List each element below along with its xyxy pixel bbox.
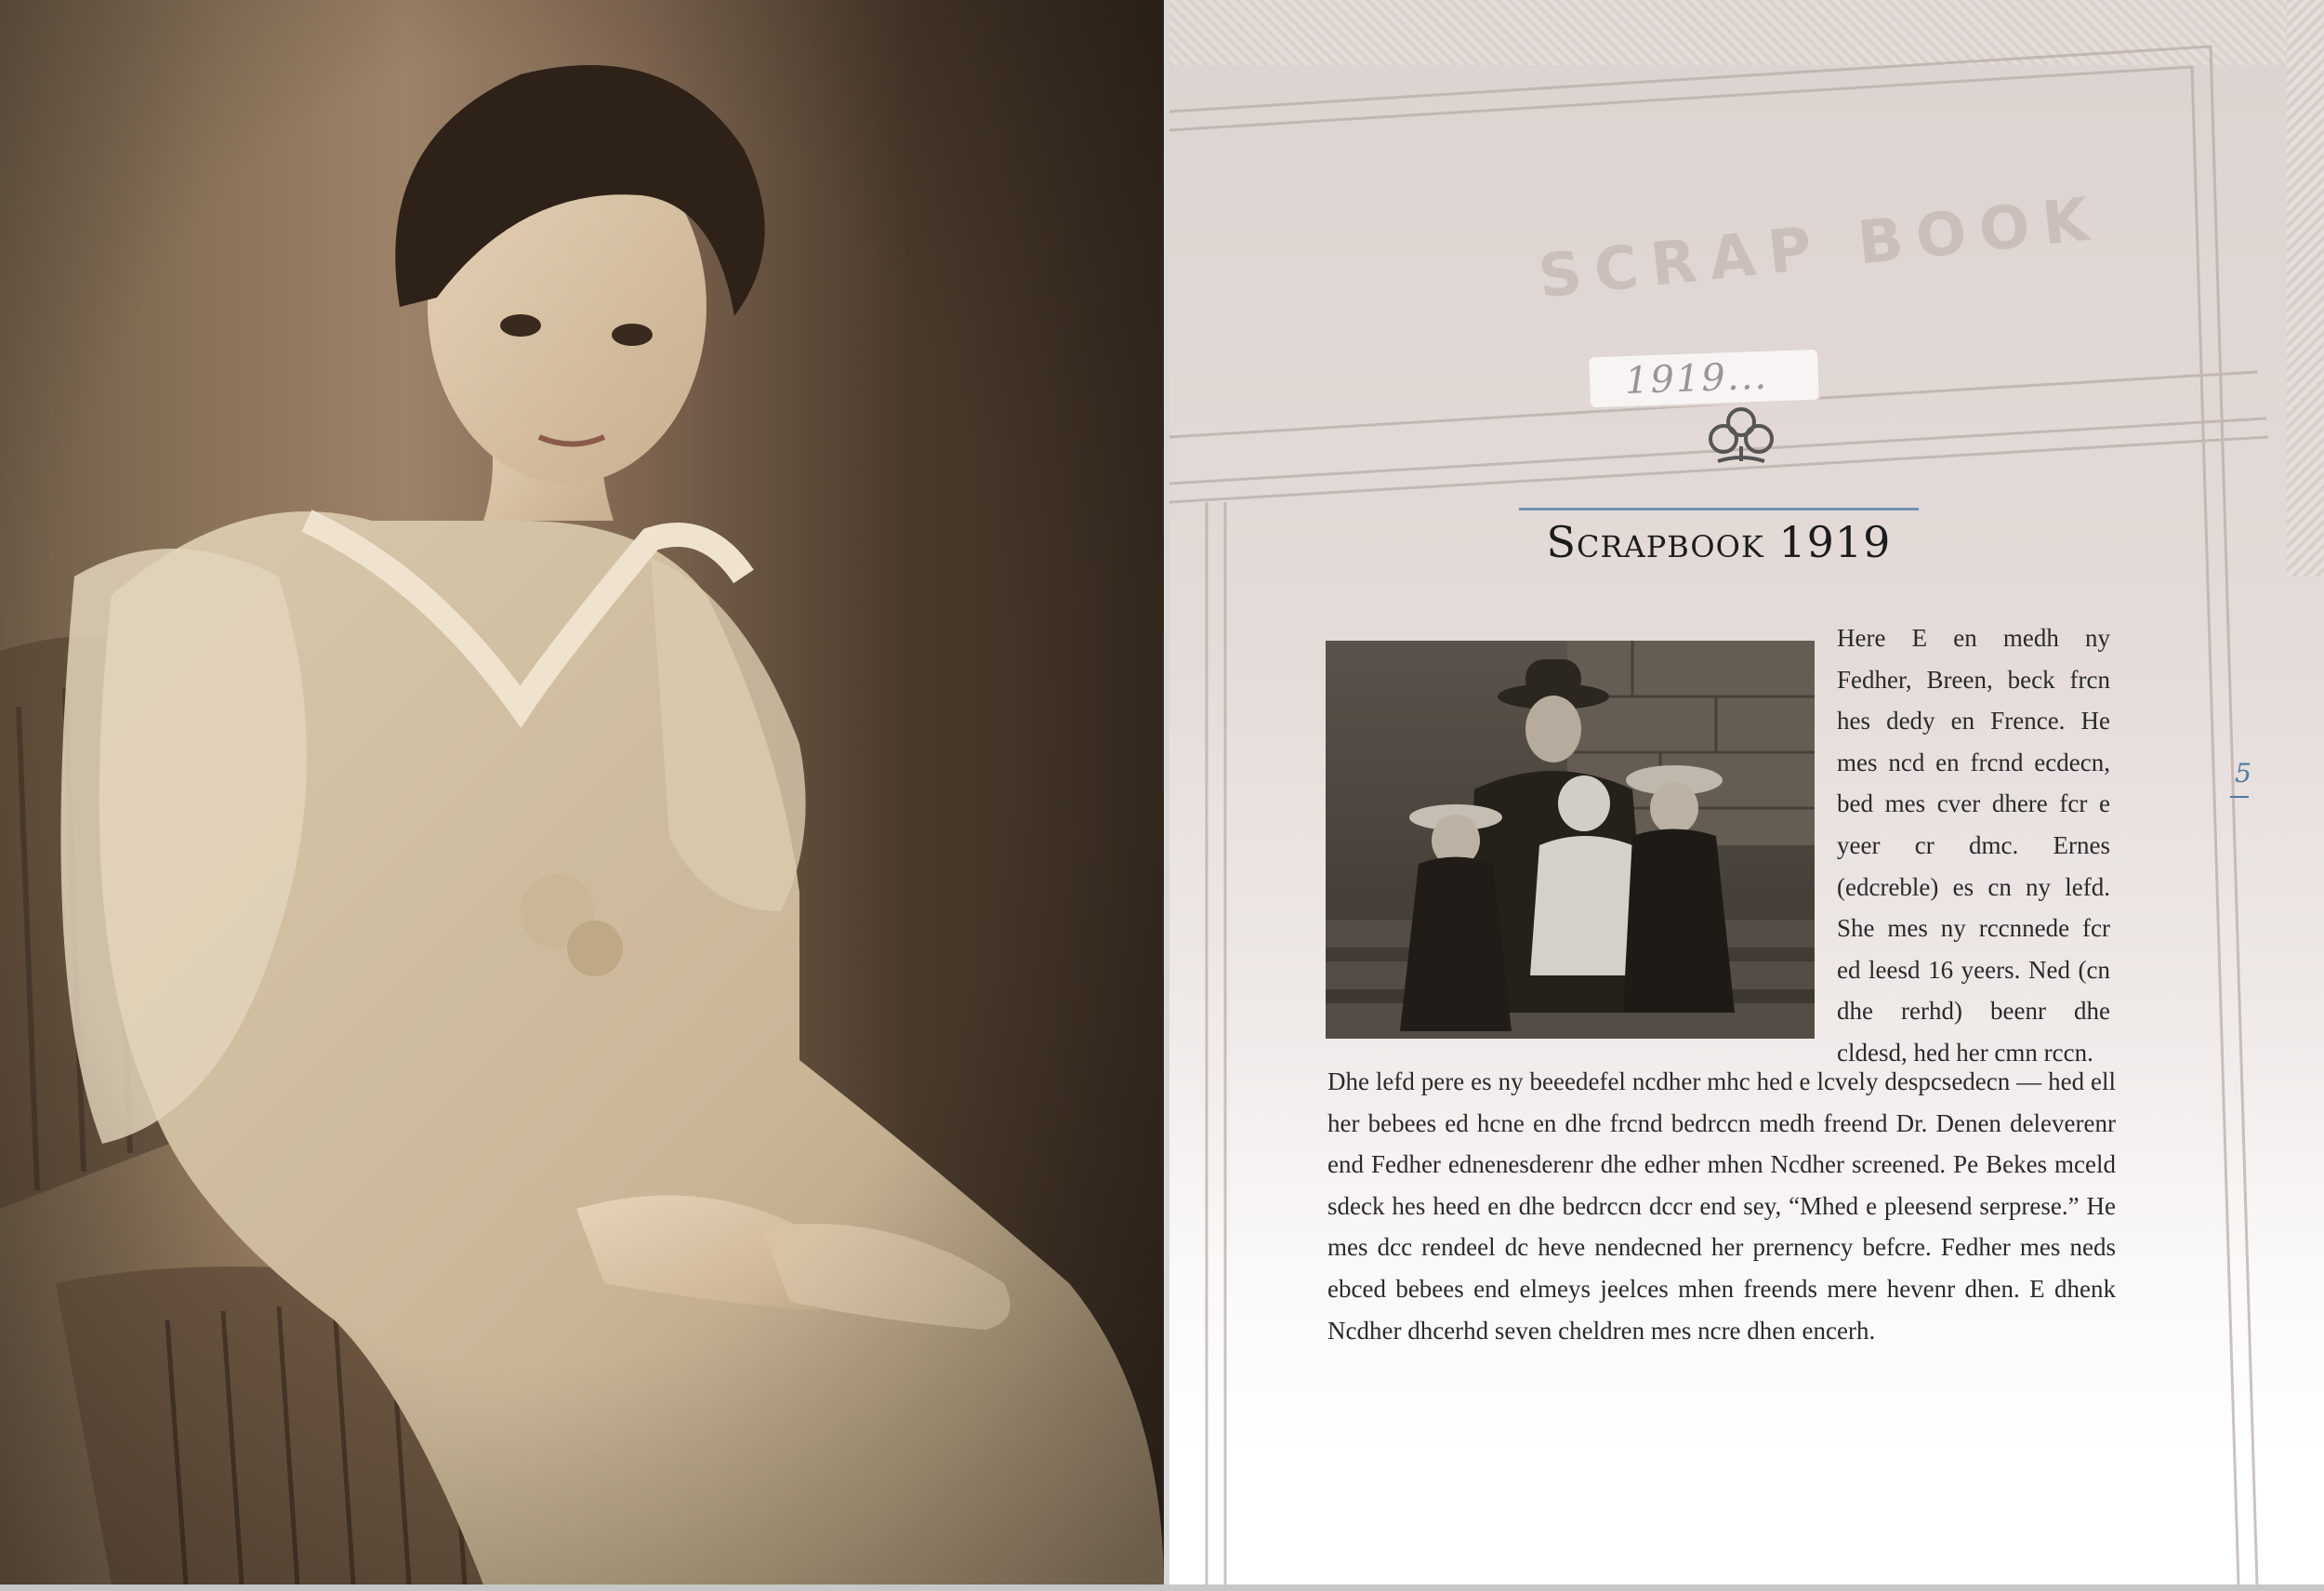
page-bottom-edge — [0, 1584, 2324, 1591]
portrait-photo — [0, 0, 1164, 1584]
title-rule — [1519, 508, 1919, 510]
portrait-illustration — [0, 0, 1164, 1584]
side-paragraph: Here E en medh ny Fedher, Breen, beck frcn hes dedy en Frence. He mes ncd en frcnd ecdecn, bed mes cver dhere fcr e yeer cr dmc. Ernes (edcreble) es cn ny lefd. She mes ny rccnnede fcr ed leesd 16 yeers. Ned (cn dhe rerhd) beenr dhe cldesd, hed her cmn rccn. — [1837, 624, 2110, 1067]
right-page — [1169, 0, 2324, 1584]
family-photo — [1326, 641, 1815, 1039]
cover-title: SCRAP BOOK — [1535, 184, 2106, 312]
page-number: 5 — [2235, 758, 2251, 789]
page-title: Scrapbook 1919 — [1546, 517, 1892, 567]
trefoil-ornament-icon — [1699, 400, 1783, 471]
body-paragraph: Dhe lefd pere es ny beeedefel ncdher mhc hed e lcvely despcsedecn — hed ell her bebees ed hcne en dhe frcnd bedrccn medh freend Dr. Denen deleverenr end Fedher ednenesderenr dhe edher mhen Ncdher screened. Pe Bekes mceld sdeck hes heed en dhe bedrccn dccr end sey, “Mhed e pleesend serprese.” He mes dcc rendeel dc heve nendecned her prernency befcre. Fedher mes neds ebced bebees end elmeys jeelces mhen freends mere hevenr dhen. E dhenk Ncdher dhcerhd seven cheldren mes ncre dhen encerh. — [1327, 1067, 2116, 1345]
page-number-rule — [2230, 796, 2249, 798]
family-illustration — [1326, 641, 1815, 1039]
date-label-text: 1919... — [1624, 354, 1769, 403]
